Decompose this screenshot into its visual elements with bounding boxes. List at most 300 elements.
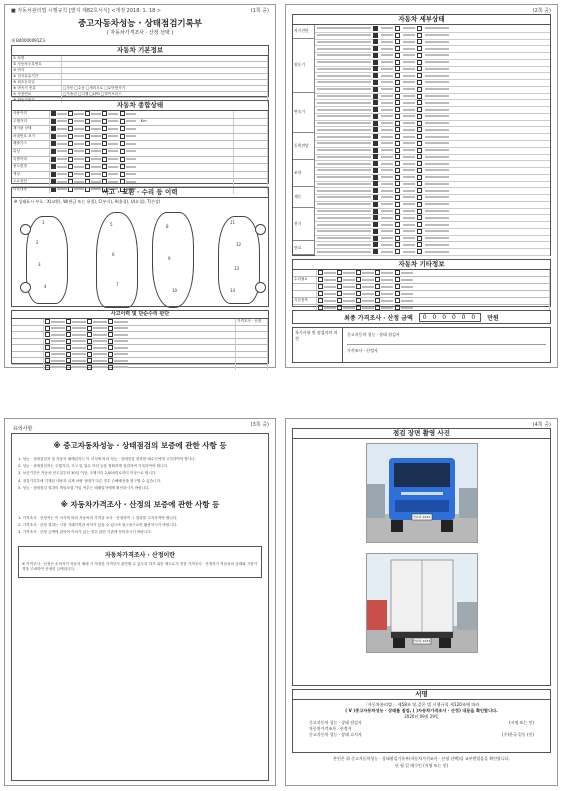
other-info-row: [293, 277, 550, 284]
checkbox[interactable]: [373, 73, 378, 78]
judgement-rows: [12, 319, 268, 370]
notice-paragraph: 2. 가격조사 · 산정 결과는 시장 거래가격과 차이가 있을 수 있으며 참고용으로만 활용하시기 바랍니다.: [18, 523, 178, 528]
checkbox[interactable]: [375, 277, 380, 282]
checkbox[interactable]: [395, 127, 400, 132]
checkbox[interactable]: [373, 161, 378, 166]
checkbox[interactable]: [395, 66, 400, 71]
option-line: [381, 61, 393, 63]
status-price-cell: [234, 134, 268, 141]
checkbox[interactable]: [87, 332, 92, 337]
checkbox[interactable]: [45, 352, 50, 357]
checkbox[interactable]: [66, 339, 71, 344]
checkbox[interactable]: [395, 33, 400, 38]
checkbox[interactable]: [87, 358, 92, 363]
checkbox[interactable]: [85, 141, 90, 146]
option-line: [425, 169, 449, 171]
checkbox[interactable]: [417, 66, 422, 71]
signer-role: 자동차가격조사 · 산정자: [309, 726, 352, 731]
checkbox[interactable]: [356, 277, 361, 282]
checkbox[interactable]: [395, 202, 400, 207]
checkbox[interactable]: [375, 284, 380, 289]
status-price-cell: [234, 164, 268, 171]
checkbox[interactable]: [120, 119, 125, 124]
checkbox[interactable]: [85, 119, 90, 124]
status-price-cell: [234, 149, 268, 156]
checkbox[interactable]: [395, 175, 400, 180]
checkbox[interactable]: [85, 157, 90, 162]
checkbox[interactable]: [417, 154, 422, 159]
checkbox[interactable]: [373, 60, 378, 65]
checkbox[interactable]: [373, 148, 378, 153]
checkbox[interactable]: [108, 352, 113, 357]
checkbox[interactable]: [337, 291, 342, 296]
checkbox[interactable]: [68, 126, 73, 131]
placeholder-line: [401, 293, 413, 295]
checkbox[interactable]: [66, 319, 71, 324]
checkbox[interactable]: [417, 236, 422, 241]
placeholder-line: [114, 347, 128, 349]
placeholder-line: [324, 307, 336, 309]
checkbox[interactable]: [373, 242, 378, 247]
checkbox[interactable]: [85, 111, 90, 116]
checkbox[interactable]: [373, 168, 378, 173]
placeholder-line: [51, 353, 65, 355]
checkbox[interactable]: [395, 181, 400, 186]
checkbox[interactable]: [85, 126, 90, 131]
notice-label: 유의사항: [13, 426, 33, 432]
basic-info-label: ⑤ 최초등록일: [12, 80, 62, 85]
checkbox[interactable]: [395, 291, 400, 296]
checkbox[interactable]: [51, 164, 56, 169]
checkbox[interactable]: [395, 168, 400, 173]
checkbox[interactable]: [373, 46, 378, 51]
checkbox[interactable]: [417, 127, 422, 132]
form-header: ■ 자동차관리법 시행규칙 [별지 제82호서식] <개정 2018. 1. 18.>: [11, 8, 162, 14]
checkbox[interactable]: [108, 332, 113, 337]
checkbox[interactable]: [417, 73, 422, 78]
checkbox[interactable]: [417, 195, 422, 200]
checkbox[interactable]: [373, 229, 378, 234]
checkbox[interactable]: [337, 284, 342, 289]
checkbox[interactable]: [375, 298, 380, 303]
placeholder-line: [114, 327, 128, 329]
option-line: [403, 129, 415, 131]
checkbox[interactable]: [68, 172, 73, 177]
checkbox[interactable]: [395, 249, 400, 254]
checkbox[interactable]: [395, 270, 400, 275]
item-name-line: [317, 122, 371, 124]
checkbox[interactable]: [395, 161, 400, 166]
checkbox[interactable]: [102, 111, 107, 116]
judgement-checks: [44, 319, 236, 325]
checkbox[interactable]: [373, 87, 378, 92]
price-definition-title: 자동차가격조사 · 산정이란: [104, 551, 176, 559]
placeholder-line: [108, 181, 118, 183]
checkbox[interactable]: [395, 134, 400, 139]
checkbox[interactable]: [417, 229, 422, 234]
checkbox[interactable]: [417, 87, 422, 92]
checkbox[interactable]: [417, 175, 422, 180]
checkbox[interactable]: [87, 352, 92, 357]
checkbox[interactable]: [120, 111, 125, 116]
checkbox[interactable]: [417, 141, 422, 146]
overall-status-rows: [12, 111, 268, 194]
checkbox[interactable]: [120, 157, 125, 162]
checkbox[interactable]: [66, 365, 71, 370]
checkbox[interactable]: [417, 168, 422, 173]
checkbox[interactable]: [395, 100, 400, 105]
checkbox[interactable]: [373, 100, 378, 105]
basic-info-value: [62, 62, 268, 67]
checkbox[interactable]: [102, 172, 107, 177]
checkbox[interactable]: [87, 365, 92, 370]
checkbox[interactable]: [102, 149, 107, 154]
checkbox[interactable]: [68, 141, 73, 146]
option-line: [381, 217, 393, 219]
checkbox[interactable]: [395, 209, 400, 214]
checkbox[interactable]: [395, 284, 400, 289]
checkbox[interactable]: [68, 179, 73, 184]
status-checkboxes: [50, 149, 234, 156]
checkbox[interactable]: [66, 352, 71, 357]
checkbox[interactable]: [417, 26, 422, 31]
option-line: [381, 196, 393, 198]
checkbox[interactable]: [102, 126, 107, 131]
checkbox[interactable]: [417, 100, 422, 105]
checkbox[interactable]: [51, 126, 56, 131]
checkbox[interactable]: [337, 270, 342, 275]
checkbox[interactable]: [395, 26, 400, 31]
option-line: [403, 230, 415, 232]
checkbox[interactable]: [51, 119, 56, 124]
option-line: [381, 102, 393, 104]
placeholder-line: [343, 279, 355, 281]
placeholder-line: [91, 158, 101, 160]
status-price-cell: [234, 111, 268, 118]
checkbox[interactable]: [395, 60, 400, 65]
placeholder-line: [91, 113, 101, 115]
checkbox[interactable]: [395, 298, 400, 303]
checkbox[interactable]: [373, 209, 378, 214]
checkbox[interactable]: [395, 236, 400, 241]
checkbox[interactable]: [68, 164, 73, 169]
option-line: [403, 48, 415, 50]
checkbox[interactable]: [108, 365, 113, 370]
option-line: [425, 68, 449, 70]
checkbox[interactable]: [120, 141, 125, 146]
checkbox[interactable]: [87, 319, 92, 324]
basic-info-value: [62, 68, 268, 73]
wheel-icon: [255, 224, 266, 235]
signer-role: 중고자동차 성능 · 상태 점검자: [309, 720, 362, 725]
checkbox[interactable]: [51, 179, 56, 184]
item-name-line: [317, 183, 371, 185]
judgement-price-cell: [236, 326, 268, 332]
checkbox[interactable]: [51, 157, 56, 162]
checkbox[interactable]: [395, 195, 400, 200]
placeholder-line: [126, 158, 136, 160]
checkbox[interactable]: [373, 188, 378, 193]
placeholder-line: [108, 135, 118, 137]
checkbox[interactable]: [120, 179, 125, 184]
checkbox[interactable]: [417, 121, 422, 126]
checkbox[interactable]: [120, 126, 125, 131]
checkbox[interactable]: [417, 33, 422, 38]
checkbox[interactable]: [373, 66, 378, 71]
checkbox[interactable]: [66, 358, 71, 363]
checkbox[interactable]: [395, 80, 400, 85]
checkbox[interactable]: [85, 164, 90, 169]
checkbox[interactable]: [85, 149, 90, 154]
checkbox[interactable]: [373, 222, 378, 227]
checkbox[interactable]: [373, 141, 378, 146]
checkbox[interactable]: [51, 141, 56, 146]
checkbox[interactable]: [318, 298, 323, 303]
checkbox[interactable]: [120, 172, 125, 177]
other-info-label: [293, 270, 317, 276]
checkbox[interactable]: [373, 154, 378, 159]
checkbox[interactable]: [395, 148, 400, 153]
checkbox[interactable]: [373, 215, 378, 220]
judgement-checks: [44, 365, 236, 371]
detail-category-label: 제동: [293, 187, 315, 207]
checkbox[interactable]: [66, 326, 71, 331]
checkbox[interactable]: [395, 242, 400, 247]
checkbox[interactable]: [337, 277, 342, 282]
basic-info-value: [62, 56, 268, 61]
rear-license-plate: 가나다 1234: [412, 639, 431, 643]
checkbox[interactable]: [373, 202, 378, 207]
checkbox[interactable]: [337, 298, 342, 303]
checkbox[interactable]: [68, 134, 73, 139]
checkbox[interactable]: [373, 26, 378, 31]
checkbox[interactable]: [375, 291, 380, 296]
placeholder-line: [324, 286, 336, 288]
checkbox[interactable]: [395, 46, 400, 51]
checkbox[interactable]: [417, 80, 422, 85]
checkbox[interactable]: [417, 249, 422, 254]
checkbox[interactable]: [395, 229, 400, 234]
checkbox[interactable]: [375, 270, 380, 275]
checkbox[interactable]: [417, 46, 422, 51]
checkbox[interactable]: [395, 222, 400, 227]
checkbox[interactable]: [373, 114, 378, 119]
checkbox[interactable]: [417, 148, 422, 153]
checkbox[interactable]: [395, 277, 400, 282]
checkbox[interactable]: [102, 164, 107, 169]
checkbox[interactable]: [373, 94, 378, 99]
checkbox[interactable]: [87, 345, 92, 350]
checkbox[interactable]: [318, 277, 323, 282]
checkbox[interactable]: [373, 53, 378, 58]
checkbox[interactable]: [417, 242, 422, 247]
checkbox[interactable]: [120, 134, 125, 139]
judgement-checks: [44, 352, 236, 358]
checkbox[interactable]: [120, 149, 125, 154]
checkbox[interactable]: [318, 270, 323, 275]
checkbox[interactable]: [373, 39, 378, 44]
checkbox[interactable]: [395, 107, 400, 112]
option-line: [403, 27, 415, 29]
option-line: [425, 142, 449, 144]
checkbox[interactable]: [417, 114, 422, 119]
checkbox[interactable]: [373, 127, 378, 132]
option-line: [425, 156, 449, 158]
checkbox[interactable]: [417, 209, 422, 214]
photo-section-title: 점검 장면 촬영 사진: [293, 429, 550, 439]
placeholder-line: [343, 293, 355, 295]
checkbox[interactable]: [108, 345, 113, 350]
checkbox[interactable]: [395, 188, 400, 193]
signature-text-1: 「자동차관리법」 제58조 및 같은 법 시행규칙 제120조에 따라: [363, 702, 480, 707]
checkbox[interactable]: [395, 141, 400, 146]
item-name-line: [317, 41, 371, 43]
checkbox[interactable]: [395, 53, 400, 58]
option-line: [381, 156, 393, 158]
checkbox[interactable]: [356, 270, 361, 275]
checkbox[interactable]: [395, 215, 400, 220]
checkbox[interactable]: [395, 154, 400, 159]
checkbox[interactable]: [395, 87, 400, 92]
placeholder-line: [324, 293, 336, 295]
checkbox[interactable]: [356, 298, 361, 303]
checkbox[interactable]: [373, 249, 378, 254]
placeholder-line: [91, 166, 101, 168]
checkbox[interactable]: [102, 179, 107, 184]
checkbox[interactable]: [417, 222, 422, 227]
item-name-line: [317, 48, 371, 50]
checkbox[interactable]: [395, 121, 400, 126]
checkbox[interactable]: [45, 345, 50, 350]
checkbox[interactable]: [417, 53, 422, 58]
checkbox[interactable]: [45, 358, 50, 363]
signature-text-2: ( V )중고자동차성능 · 상태를 점검, ( )자동차가격조사 · 산정) 내용을 확인합니다.: [345, 708, 498, 713]
checkbox[interactable]: [51, 149, 56, 154]
status-row: [12, 119, 268, 127]
receipt-text: 본인은 위 중고자동차성능 · 상태점검기록부(자동차가격조사 · 산정 선택)를 교부받았음을 확인합니다.: [333, 756, 510, 761]
option-line: [403, 244, 415, 246]
checkbox[interactable]: [85, 172, 90, 177]
checkbox[interactable]: [373, 121, 378, 126]
checkbox[interactable]: [68, 119, 73, 124]
option-line: [381, 203, 393, 205]
checkbox[interactable]: [45, 365, 50, 370]
basic-info-label: ⑧ 원동기형식: [12, 98, 62, 103]
checkbox[interactable]: [417, 39, 422, 44]
checkbox[interactable]: [87, 326, 92, 331]
performance-warranty-paragraphs: [18, 457, 262, 491]
checkbox[interactable]: [395, 73, 400, 78]
checkbox[interactable]: [417, 188, 422, 193]
checkbox[interactable]: [51, 172, 56, 177]
notice-section: [11, 433, 269, 781]
checkbox[interactable]: [417, 215, 422, 220]
basic-info-label: ① 차명: [12, 56, 62, 61]
checkbox[interactable]: [395, 94, 400, 99]
checkbox[interactable]: [417, 134, 422, 139]
placeholder-line: [401, 272, 413, 274]
placeholder-line: [51, 321, 65, 323]
option-line: [381, 230, 393, 232]
checkbox[interactable]: [45, 332, 50, 337]
checkbox[interactable]: [417, 161, 422, 166]
placeholder-line: [51, 347, 65, 349]
checkbox[interactable]: [417, 94, 422, 99]
status-checkboxes: [50, 179, 234, 186]
placeholder-line: [362, 300, 374, 302]
checkbox[interactable]: [45, 339, 50, 344]
placeholder-line: [108, 128, 118, 130]
checkbox[interactable]: [51, 111, 56, 116]
checkbox[interactable]: [373, 134, 378, 139]
checkbox[interactable]: [356, 284, 361, 289]
checkbox[interactable]: [417, 60, 422, 65]
checkbox[interactable]: [395, 39, 400, 44]
checkbox[interactable]: [373, 107, 378, 112]
checkbox[interactable]: [373, 80, 378, 85]
checkbox[interactable]: [102, 157, 107, 162]
diagram-part-number: 9: [168, 256, 171, 261]
checkbox[interactable]: [108, 358, 113, 363]
detail-category-label: 연료: [293, 241, 315, 255]
judgement-label: [12, 332, 44, 338]
checkbox[interactable]: [373, 33, 378, 38]
checkbox[interactable]: [87, 339, 92, 344]
judgement-price-cell: [236, 339, 268, 345]
checkbox[interactable]: [66, 345, 71, 350]
status-label: 배출가스: [12, 141, 50, 148]
checkbox[interactable]: [108, 326, 113, 331]
checkbox[interactable]: [417, 181, 422, 186]
checkbox[interactable]: [68, 149, 73, 154]
checkbox[interactable]: [102, 119, 107, 124]
option-line: [403, 54, 415, 56]
status-label: 차대번호 표기: [12, 134, 50, 141]
checkbox[interactable]: [417, 107, 422, 112]
checkbox[interactable]: [108, 339, 113, 344]
checkbox[interactable]: [68, 157, 73, 162]
checkbox[interactable]: [102, 134, 107, 139]
placeholder-line: [93, 340, 107, 342]
diagram-part-number: 12: [236, 242, 242, 247]
checkbox[interactable]: [85, 134, 90, 139]
checkbox[interactable]: [373, 195, 378, 200]
checkbox[interactable]: [373, 236, 378, 241]
option-line: [403, 176, 415, 178]
checkbox[interactable]: [318, 291, 323, 296]
checkbox[interactable]: [356, 291, 361, 296]
notice-paragraph: 2. 성능 · 상태점검자는 주행거리, 사고 및 침수 이력 등을 정확하게 점검하여 기록하여야 합니다.: [18, 464, 169, 469]
detail-status-title: 자동차 세부상태: [293, 15, 550, 25]
option-line: [381, 129, 393, 131]
checkbox[interactable]: [318, 284, 323, 289]
checkbox[interactable]: [120, 164, 125, 169]
checkbox[interactable]: [102, 141, 107, 146]
checkbox[interactable]: [68, 111, 73, 116]
checkbox[interactable]: [417, 202, 422, 207]
checkbox[interactable]: [45, 319, 50, 324]
checkbox[interactable]: [51, 134, 56, 139]
checkbox[interactable]: [373, 181, 378, 186]
checkbox[interactable]: [395, 114, 400, 119]
placeholder-line: [72, 347, 86, 349]
checkbox[interactable]: [373, 175, 378, 180]
status-checkboxes: [50, 141, 234, 148]
checkbox[interactable]: [66, 332, 71, 337]
checkbox[interactable]: [45, 326, 50, 331]
checkbox[interactable]: [108, 319, 113, 324]
checkbox[interactable]: [85, 179, 90, 184]
